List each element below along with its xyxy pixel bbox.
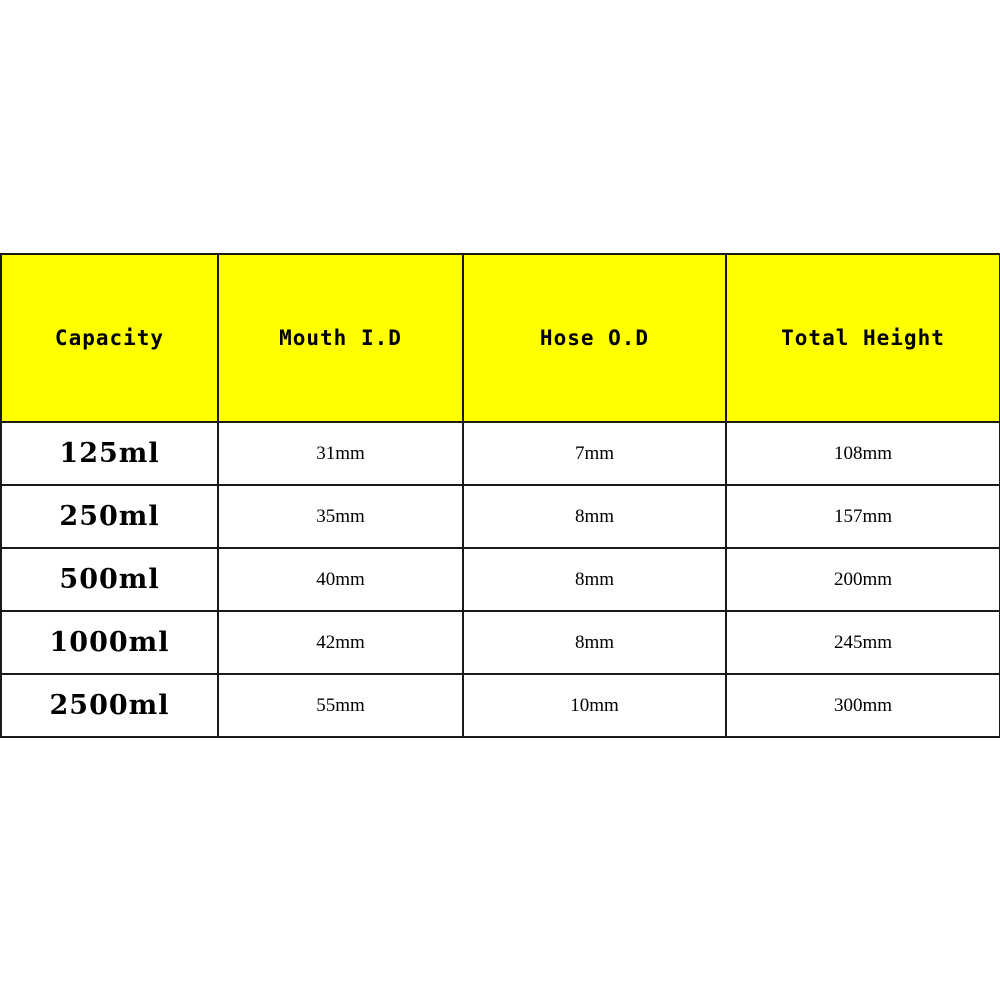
capacity-cell: 250ml — [1, 485, 218, 548]
capacity-cell: 1000ml — [1, 611, 218, 674]
spec-table — [0, 253, 1000, 738]
table-row — [1, 611, 1000, 674]
hose-od-cell: 7mm — [463, 422, 726, 485]
capacity-cell: 500ml — [1, 548, 218, 611]
header-row — [1, 254, 1000, 422]
total-height-cell: 300mm — [726, 674, 1000, 737]
total-height-cell: 200mm — [726, 548, 1000, 611]
hose-od-cell: 8mm — [463, 548, 726, 611]
table-row — [1, 485, 1000, 548]
table-row — [1, 548, 1000, 611]
mouth-id-cell: 40mm — [218, 548, 463, 611]
header-hose-od: Hose O.D — [463, 254, 726, 422]
mouth-id-cell: 31mm — [218, 422, 463, 485]
total-height-cell: 245mm — [726, 611, 1000, 674]
table-row — [1, 422, 1000, 485]
total-height-cell: 108mm — [726, 422, 1000, 485]
mouth-id-cell: 42mm — [218, 611, 463, 674]
header-total-height: Total Height — [726, 254, 1000, 422]
hose-od-cell: 10mm — [463, 674, 726, 737]
header-mouth-id: Mouth I.D — [218, 254, 463, 422]
hose-od-cell: 8mm — [463, 611, 726, 674]
total-height-cell: 157mm — [726, 485, 1000, 548]
mouth-id-cell: 55mm — [218, 674, 463, 737]
mouth-id-cell: 35mm — [218, 485, 463, 548]
hose-od-cell: 8mm — [463, 485, 726, 548]
header-capacity: Capacity — [1, 254, 218, 422]
capacity-cell: 125ml — [1, 422, 218, 485]
table-row — [1, 674, 1000, 737]
capacity-cell: 2500ml — [1, 674, 218, 737]
